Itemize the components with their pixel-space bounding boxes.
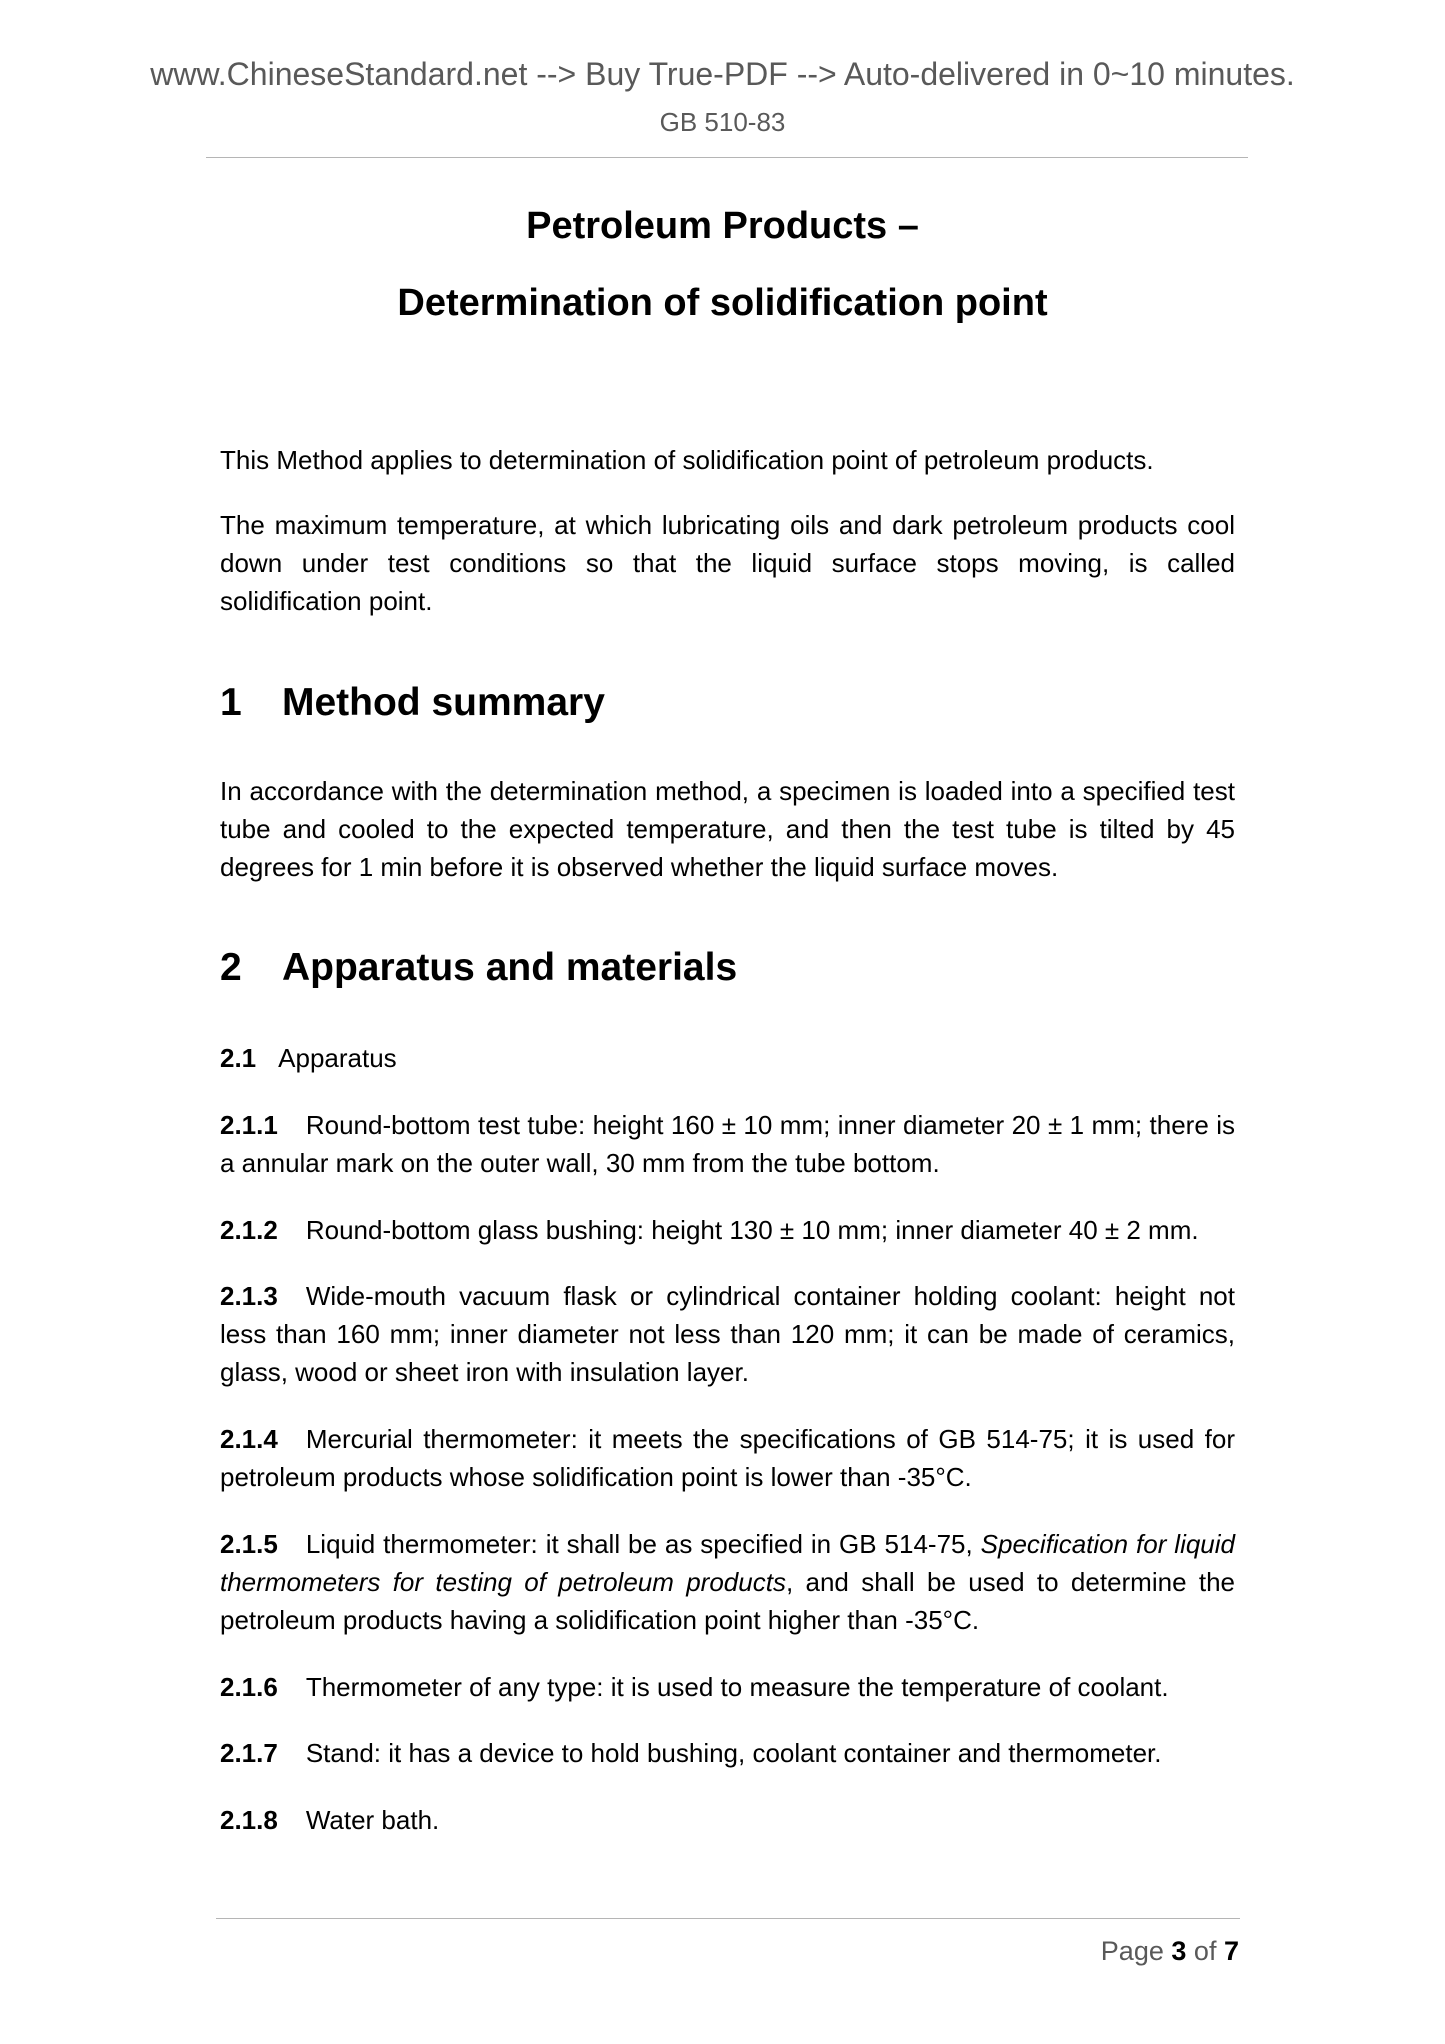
clause-text: Round-bottom glass bushing: height 130 ± 10 mm; inner diameter 40 ± 2 mm. <box>305 1215 1199 1245</box>
section-1-number: 1 <box>220 681 242 724</box>
clause-text: Mercurial thermometer: it meets the specifications of GB 514-75; it is used for petroleum products whose solidification point is lower than -35°C. <box>220 1424 1235 1492</box>
section-1-heading <box>220 681 1235 725</box>
clause-number: 2.1.2 <box>220 1215 278 1245</box>
section-2-title: Apparatus and materials <box>282 946 738 989</box>
subsection-2-1-heading <box>220 1039 1235 1077</box>
section-2-number: 2 <box>220 946 242 989</box>
document-title-line-2: Determination of solidification point <box>397 282 1048 324</box>
section-1-title: Method summary <box>282 681 605 724</box>
total-pages: 7 <box>1223 1936 1239 1966</box>
clause-2-1-2 <box>220 1211 1235 1249</box>
section-1-text: In accordance with the determination method, a specimen is loaded into a specified test tube and cooled to the expected temperature, and then the test tube is tilted by 45 degrees for 1 min before it is observed whether the liquid surface moves. <box>220 776 1235 882</box>
of-word: of <box>1193 1936 1217 1966</box>
header-banner: www.ChineseStandard.net --> Buy True-PDF --> Auto-delivered in 0~10 minutes. <box>150 56 1295 92</box>
clause-2-1-3 <box>220 1277 1235 1391</box>
clause-text: Round-bottom test tube: height 160 ± 10 mm; inner diameter 20 ± 1 mm; there is a annular mark on the outer wall, 30 mm from the tube bottom. <box>220 1110 1235 1178</box>
clause-number: 2.1.3 <box>220 1281 278 1311</box>
clause-text-before: Liquid thermometer: it shall be as specified in GB 514-75, <box>305 1529 981 1559</box>
section-1-body <box>220 772 1235 886</box>
clause-2-1-6 <box>220 1668 1235 1706</box>
header-divider <box>206 157 1248 158</box>
clause-2-1-1 <box>220 1106 1235 1182</box>
intro-text-2: The maximum temperature, at which lubricating oils and dark petroleum products cool down under test conditions so that the liquid surface stops moving, is called solidification point. <box>220 510 1235 616</box>
subsection-2-1-number: 2.1 <box>220 1043 257 1073</box>
clause-2-1-5 <box>220 1525 1235 1639</box>
clause-text: Thermometer of any type: it is used to measure the temperature of coolant. <box>305 1672 1169 1702</box>
page-number <box>1101 1936 1239 1967</box>
page-word: Page <box>1100 1936 1164 1966</box>
document-title-line-1: Petroleum Products – <box>526 205 919 247</box>
clause-text-italic: Specification for liquid thermometers for testing of petroleum products <box>220 1529 1235 1597</box>
clause-2-1-4 <box>220 1420 1235 1496</box>
clause-number: 2.1.1 <box>220 1110 278 1140</box>
clause-text: Stand: it has a device to hold bushing, coolant container and thermometer. <box>305 1738 1162 1768</box>
clause-number: 2.1.8 <box>220 1805 278 1835</box>
clause-2-1-7 <box>220 1734 1235 1772</box>
intro-paragraph-1 <box>220 441 1235 479</box>
subsection-2-1-title: Apparatus <box>278 1043 397 1073</box>
clause-number: 2.1.4 <box>220 1424 278 1454</box>
clause-number: 2.1.5 <box>220 1529 278 1559</box>
clause-text: Water bath. <box>305 1805 440 1835</box>
intro-paragraph-2 <box>220 506 1235 620</box>
clause-number: 2.1.6 <box>220 1672 278 1702</box>
section-2-heading <box>220 946 1235 990</box>
clause-number: 2.1.7 <box>220 1738 278 1768</box>
intro-text-1: This Method applies to determination of solidification point of petroleum products. <box>220 445 1154 475</box>
clause-text: Wide-mouth vacuum flask or cylindrical container holding coolant: height not less than 160 mm; inner diameter not less than 120 mm; it can be made of ceramics, glass, wood or sheet iron with insulation layer. <box>220 1281 1235 1387</box>
clause-text-after: , and shall be used to determine the petroleum products having a solidification point higher than -35°C. <box>220 1567 1236 1635</box>
clause-2-1-8 <box>220 1801 1235 1839</box>
document-code: GB 510-83 <box>659 107 786 137</box>
footer-divider <box>216 1918 1240 1919</box>
current-page: 3 <box>1171 1936 1187 1966</box>
